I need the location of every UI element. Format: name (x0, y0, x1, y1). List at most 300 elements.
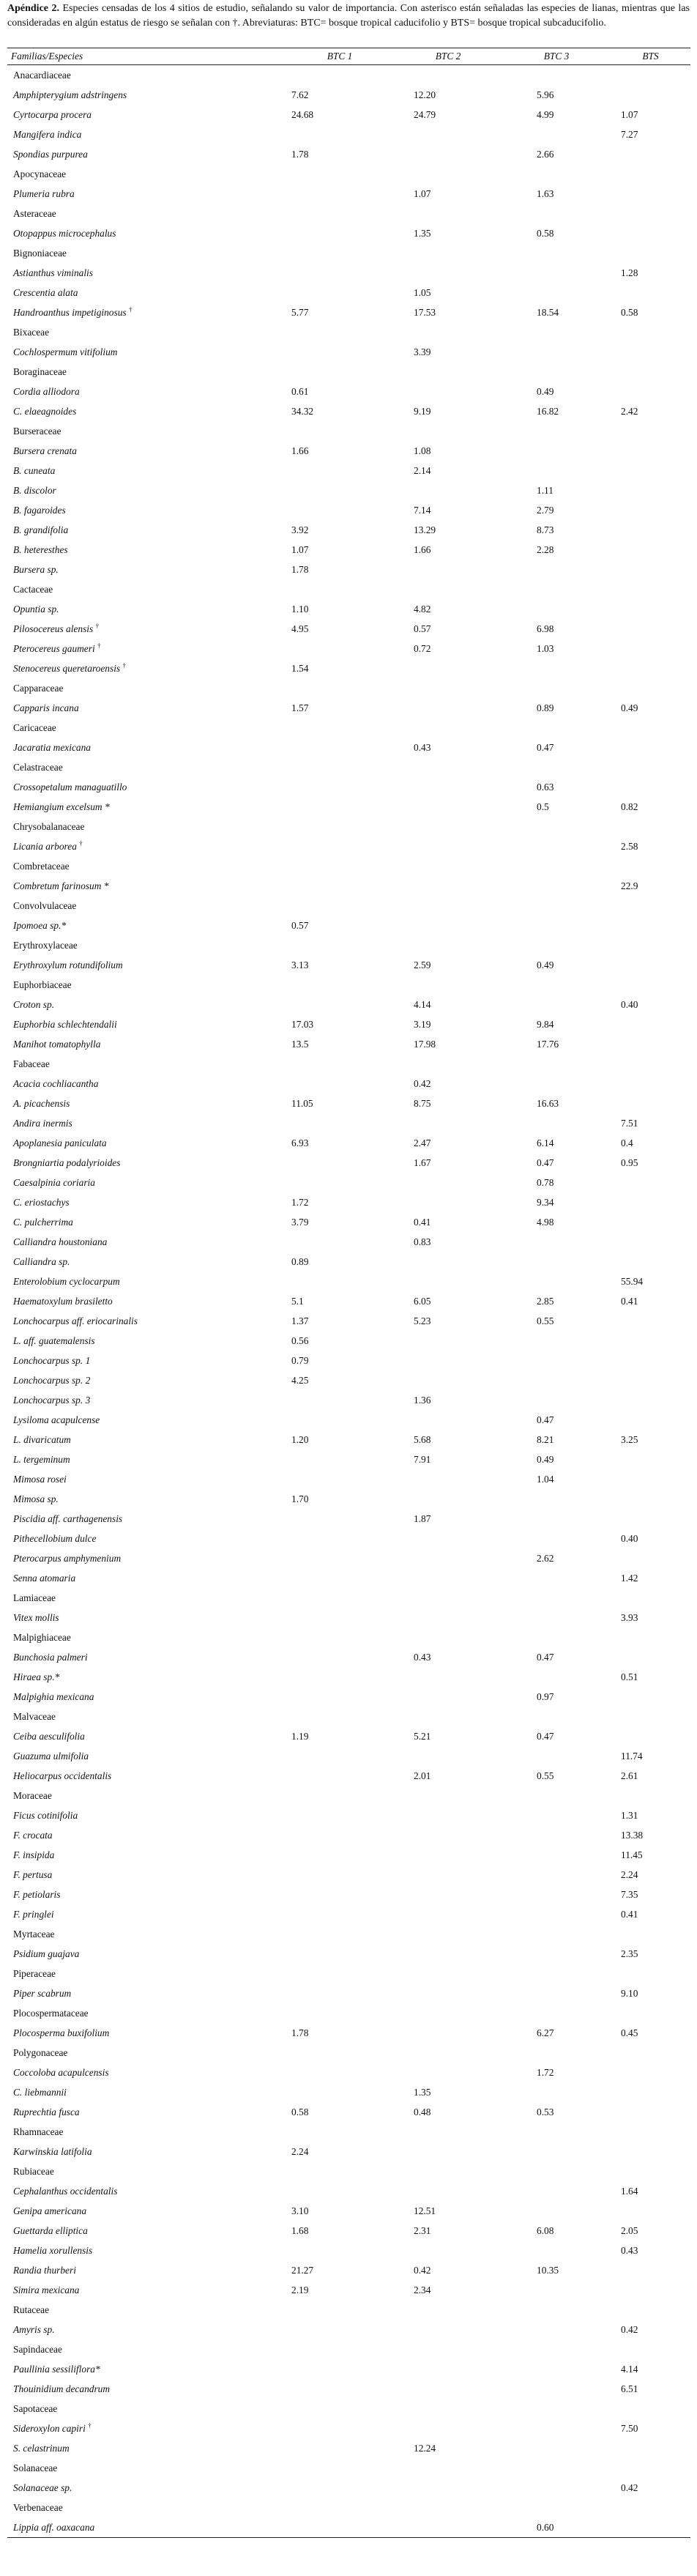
name-text: Manihot tomatophylla (13, 1039, 101, 1050)
value-btc3: 4.98 (537, 1217, 554, 1228)
value-btc2 (394, 1746, 502, 1766)
value-btc2 (394, 164, 502, 184)
species-name (7, 1370, 286, 1390)
name-text: Anacardiaceae (13, 70, 71, 81)
value-btc2 (394, 975, 502, 995)
value-btc2: 7.91 (414, 1454, 431, 1465)
value-btc2: 2.47 (414, 1137, 431, 1148)
species-row (7, 2478, 690, 2498)
family-row (7, 1924, 690, 1944)
name-text: Calliandra houstoniana (13, 1236, 108, 1247)
name-text: Euphorbia schlechtendalii (13, 1019, 117, 1030)
value-btc1: 11.05 (291, 1098, 313, 1109)
value-btc2 (394, 480, 502, 500)
species-name (7, 2260, 286, 2280)
name-text: Plocosperma buxifolium (13, 2027, 110, 2038)
species-name (7, 1153, 286, 1173)
name-text: Ficus cotinifolia (13, 1810, 78, 1821)
value-btc3 (502, 1331, 611, 1351)
value-btc1 (286, 1667, 394, 1687)
value-bts (611, 560, 690, 579)
species-name (7, 619, 286, 639)
value-btc1 (286, 263, 394, 283)
value-bts (611, 2102, 690, 2122)
species-name (7, 1272, 286, 1291)
name-text: Piper scabrum (13, 1988, 72, 1999)
species-name (7, 1173, 286, 1192)
value-btc3 (502, 579, 611, 599)
name-text: Spondias purpurea (13, 149, 88, 160)
species-name (7, 1469, 286, 1489)
family-row (7, 1786, 690, 1805)
name-text: Combretaceae (13, 861, 70, 872)
value-btc1 (286, 1054, 394, 1074)
value-btc1 (286, 2517, 394, 2538)
family-row (7, 1588, 690, 1608)
name-text: Amphipterygium adstringens (13, 89, 127, 100)
value-bts: 0.43 (621, 2245, 638, 2256)
value-btc2 (394, 579, 502, 599)
value-bts (611, 2300, 690, 2320)
value-btc2: 6.05 (414, 1296, 431, 1307)
value-btc3: 0.78 (537, 1177, 554, 1188)
value-btc1: 1.68 (291, 2225, 309, 2236)
species-name (7, 2241, 286, 2260)
value-bts (611, 599, 690, 619)
species-row (7, 2102, 690, 2122)
value-btc3: 8.21 (537, 1434, 554, 1445)
name-text: Celastraceae (13, 762, 63, 773)
value-btc1 (286, 1588, 394, 1608)
value-btc2 (394, 1964, 502, 1983)
species-row (7, 480, 690, 500)
value-btc2: 17.98 (414, 1039, 436, 1050)
family-row (7, 1707, 690, 1726)
species-name (7, 1568, 286, 1588)
species-row (7, 283, 690, 302)
family-name (7, 579, 286, 599)
value-btc2: 2.34 (414, 2284, 431, 2295)
species-row (7, 1311, 690, 1331)
species-name (7, 639, 286, 658)
species-name (7, 342, 286, 362)
species-name (7, 480, 286, 500)
name-text: Rutaceae (13, 2304, 50, 2315)
value-bts: 2.24 (621, 1869, 638, 1880)
value-btc1: 1.78 (291, 149, 309, 160)
species-name (7, 461, 286, 480)
value-btc2 (394, 1192, 502, 1212)
name-text: Licania arborea (13, 841, 77, 852)
value-btc3 (502, 876, 611, 896)
value-btc1: 13.5 (291, 1039, 309, 1050)
name-text: Sapotaceae (13, 2403, 58, 2414)
name-text: Lonchocarpus aff. eriocarinalis (13, 1315, 138, 1326)
value-bts: 9.10 (621, 1988, 638, 1999)
species-row (7, 599, 690, 619)
value-bts (611, 1212, 690, 1232)
value-bts (611, 65, 690, 86)
value-btc2 (394, 1252, 502, 1272)
value-btc2: 1.66 (414, 544, 431, 555)
species-name (7, 263, 286, 283)
value-bts (611, 658, 690, 678)
risk-status-mark: † (97, 642, 101, 650)
value-btc2 (394, 1825, 502, 1845)
value-btc3 (502, 1944, 611, 1964)
value-btc2: 5.68 (414, 1434, 431, 1445)
value-btc1: 0.56 (291, 1335, 309, 1346)
species-row (7, 1390, 690, 1410)
family-name (7, 1054, 286, 1074)
name-text: Guettarda elliptica (13, 2225, 88, 2236)
header-btc3: BTC 3 (502, 48, 611, 65)
name-text: F. crocata (13, 1830, 53, 1841)
value-bts (611, 362, 690, 382)
value-btc3 (502, 2082, 611, 2102)
species-row (7, 1608, 690, 1627)
value-btc3: 16.82 (537, 406, 559, 417)
name-text: Pterocereus gaumeri (13, 643, 95, 654)
value-btc3: 2.79 (537, 505, 554, 516)
value-btc2 (394, 1904, 502, 1924)
value-btc1 (286, 1647, 394, 1667)
species-row (7, 2260, 690, 2280)
value-bts: 3.25 (621, 1434, 638, 1445)
value-btc1: 24.68 (291, 109, 314, 120)
species-row (7, 1766, 690, 1786)
family-row (7, 204, 690, 223)
value-btc3 (502, 2201, 611, 2221)
value-btc1 (286, 1805, 394, 1825)
name-text: Bursera crenata (13, 445, 77, 456)
value-bts (611, 1074, 690, 1094)
name-text: Haematoxylum brasiletto (13, 1296, 113, 1307)
value-btc2 (394, 65, 502, 86)
species-name (7, 382, 286, 401)
value-btc2 (394, 204, 502, 223)
species-name (7, 2320, 286, 2339)
value-bts (611, 2339, 690, 2359)
value-btc2 (394, 757, 502, 777)
species-row (7, 540, 690, 560)
value-btc2 (394, 382, 502, 401)
family-row (7, 817, 690, 836)
value-btc2 (394, 2023, 502, 2043)
family-row (7, 2122, 690, 2142)
name-text: Pilosocereus alensis (13, 623, 94, 634)
value-btc1 (286, 1924, 394, 1944)
name-text: Stenocereus queretaroensis (13, 663, 121, 674)
species-name (7, 1529, 286, 1548)
value-btc1 (286, 1450, 394, 1469)
value-btc3 (502, 125, 611, 144)
value-btc3 (502, 1272, 611, 1291)
value-btc2 (394, 1410, 502, 1430)
value-bts (611, 1014, 690, 1034)
species-name (7, 1034, 286, 1054)
species-name (7, 2517, 286, 2538)
name-text: Paullinia sessiliflora* (13, 2364, 100, 2375)
value-btc2 (394, 2161, 502, 2181)
value-btc3 (502, 164, 611, 184)
species-name (7, 85, 286, 105)
name-text: Lippia aff. oaxacana (13, 2522, 95, 2533)
value-btc2 (394, 1885, 502, 1904)
value-btc2: 2.31 (414, 2225, 431, 2236)
species-name (7, 1133, 286, 1153)
name-text: Malpighia mexicana (13, 1691, 94, 1702)
family-name (7, 757, 286, 777)
value-btc3: 2.28 (537, 544, 554, 555)
value-btc3 (502, 204, 611, 223)
species-name (7, 1074, 286, 1094)
species-row (7, 500, 690, 520)
value-btc3: 1.03 (537, 643, 554, 654)
value-btc1 (286, 797, 394, 817)
value-btc3: 0.97 (537, 1691, 554, 1702)
value-bts (611, 2517, 690, 2538)
species-name (7, 2181, 286, 2201)
value-btc2 (394, 125, 502, 144)
value-btc2: 1.35 (414, 228, 431, 239)
species-row (7, 1825, 690, 1845)
family-name (7, 1707, 286, 1726)
value-btc3 (502, 322, 611, 342)
name-text: Ipomoea sp.* (13, 920, 67, 931)
value-btc3: 0.63 (537, 782, 554, 793)
value-bts (611, 480, 690, 500)
value-btc1: 2.24 (291, 2146, 309, 2157)
header-bts: BTS (611, 48, 690, 65)
species-name (7, 1647, 286, 1667)
value-btc3 (502, 2498, 611, 2517)
value-bts (611, 184, 690, 204)
species-row (7, 2359, 690, 2379)
name-text: Opuntia sp. (13, 604, 59, 615)
value-btc2: 1.35 (414, 2087, 431, 2098)
species-row (7, 382, 690, 401)
species-row (7, 1489, 690, 1509)
species-row (7, 1094, 690, 1113)
family-row (7, 935, 690, 955)
value-btc1 (286, 2359, 394, 2379)
species-row (7, 1014, 690, 1034)
value-bts (611, 2458, 690, 2478)
value-btc3: 6.14 (537, 1137, 554, 1148)
family-row (7, 2043, 690, 2063)
family-name (7, 678, 286, 698)
family-row (7, 243, 690, 263)
value-btc3 (502, 2161, 611, 2181)
species-row (7, 698, 690, 718)
value-btc3: 9.34 (537, 1197, 554, 1208)
species-row (7, 995, 690, 1014)
value-btc3 (502, 263, 611, 283)
value-btc3: 0.47 (537, 742, 554, 753)
value-bts: 6.51 (621, 2383, 638, 2394)
value-bts (611, 2399, 690, 2419)
value-bts (611, 2003, 690, 2023)
species-row (7, 1272, 690, 1291)
name-text: Combretum farinosum * (13, 880, 109, 891)
name-text: Pterocarpus amphymenium (13, 1553, 122, 1564)
value-btc3 (502, 856, 611, 876)
species-row (7, 302, 690, 322)
species-name (7, 2063, 286, 2082)
value-bts (611, 1627, 690, 1647)
name-text: Erythroxylaceae (13, 940, 78, 951)
family-name (7, 817, 286, 836)
name-text: Ceiba aesculifolia (13, 1731, 85, 1742)
family-name (7, 243, 286, 263)
value-bts (611, 204, 690, 223)
value-btc2 (394, 2300, 502, 2320)
name-text: Cochlospermum vitifolium (13, 346, 118, 357)
value-btc1 (286, 1469, 394, 1489)
species-name (7, 1726, 286, 1746)
species-name (7, 797, 286, 817)
value-btc1 (286, 777, 394, 797)
name-text: Solanaceae sp. (13, 2482, 72, 2493)
value-bts (611, 678, 690, 698)
species-name (7, 2023, 286, 2043)
family-row (7, 421, 690, 441)
name-text: F. insipida (13, 1849, 55, 1860)
species-row (7, 401, 690, 421)
value-btc3: 17.76 (537, 1039, 559, 1050)
risk-status-mark: † (79, 839, 83, 847)
value-bts (611, 461, 690, 480)
family-name (7, 164, 286, 184)
species-name (7, 1766, 286, 1786)
value-bts (611, 2063, 690, 2082)
value-btc1 (286, 164, 394, 184)
value-btc1 (286, 223, 394, 243)
value-bts: 0.49 (621, 702, 638, 713)
value-bts (611, 2438, 690, 2458)
value-bts: 1.28 (621, 267, 638, 278)
value-bts (611, 1786, 690, 1805)
species-row (7, 658, 690, 678)
family-row (7, 2300, 690, 2320)
value-btc3: 0.53 (537, 2107, 554, 2117)
name-text: Handroanthus impetiginosus (13, 307, 127, 318)
species-row (7, 1291, 690, 1311)
value-btc3: 1.72 (537, 2067, 554, 2078)
name-text: Crossopetalum managuatillo (13, 782, 127, 793)
value-btc1: 17.03 (291, 1019, 314, 1030)
value-bts (611, 1548, 690, 1568)
name-text: Karwinskia latifolia (13, 2146, 92, 2157)
family-row (7, 2458, 690, 2478)
value-bts (611, 144, 690, 164)
value-bts: 4.14 (621, 2364, 638, 2375)
species-name (7, 560, 286, 579)
species-name (7, 1113, 286, 1133)
name-text: Brongniartia podalyrioides (13, 1157, 121, 1168)
name-text: Croton sp. (13, 999, 55, 1010)
value-btc1: 0.58 (291, 2107, 309, 2117)
species-name (7, 2280, 286, 2300)
name-text: Hamelia xorullensis (13, 2245, 93, 2256)
value-btc1 (286, 1568, 394, 1588)
species-row (7, 1904, 690, 1924)
value-btc1 (286, 1232, 394, 1252)
value-btc2: 2.59 (414, 959, 431, 970)
value-btc1 (286, 1608, 394, 1627)
value-bts: 11.45 (621, 1849, 643, 1860)
value-bts (611, 1370, 690, 1390)
value-btc2: 4.82 (414, 604, 431, 615)
value-bts (611, 2280, 690, 2300)
family-row (7, 65, 690, 86)
species-name (7, 1291, 286, 1311)
value-btc2 (394, 1627, 502, 1647)
value-btc2 (394, 2458, 502, 2478)
value-btc2: 1.67 (414, 1157, 431, 1168)
value-bts: 0.42 (621, 2482, 638, 2493)
family-name (7, 856, 286, 876)
family-name (7, 896, 286, 916)
value-bts (611, 955, 690, 975)
value-btc3 (502, 2003, 611, 2023)
value-bts: 11.74 (621, 1751, 643, 1762)
value-btc1 (286, 1548, 394, 1568)
value-bts: 0.95 (621, 1157, 638, 1168)
name-text: Pithecellobium dulce (13, 1533, 97, 1544)
species-row (7, 1805, 690, 1825)
value-btc2: 8.75 (414, 1098, 431, 1109)
value-btc1 (286, 362, 394, 382)
value-btc2 (394, 362, 502, 382)
value-btc2 (394, 560, 502, 579)
value-btc3: 0.55 (537, 1770, 554, 1781)
name-text: Coccoloba acapulcensis (13, 2067, 109, 2078)
value-btc1 (286, 1509, 394, 1529)
value-btc3: 2.62 (537, 1553, 554, 1564)
value-btc3: 4.99 (537, 109, 554, 120)
value-btc3 (502, 995, 611, 1014)
value-btc1 (286, 1627, 394, 1647)
value-btc2 (394, 1351, 502, 1370)
species-name (7, 1430, 286, 1450)
value-btc3: 0.49 (537, 959, 554, 970)
family-name (7, 718, 286, 738)
name-text: B. grandifolia (13, 524, 69, 535)
family-row (7, 579, 690, 599)
value-btc3 (502, 1885, 611, 1904)
value-btc1 (286, 125, 394, 144)
species-row (7, 560, 690, 579)
value-btc2 (394, 1568, 502, 1588)
value-btc3 (502, 2359, 611, 2379)
value-btc1 (286, 1529, 394, 1548)
value-btc3 (502, 678, 611, 698)
value-btc3 (502, 1074, 611, 1094)
family-name (7, 1588, 286, 1608)
name-text: C. eriostachys (13, 1197, 70, 1208)
value-btc1 (286, 2300, 394, 2320)
value-bts: 0.82 (621, 801, 638, 812)
value-btc2 (394, 658, 502, 678)
value-btc3 (502, 2458, 611, 2478)
value-bts (611, 342, 690, 362)
value-btc1 (286, 2320, 394, 2339)
species-row (7, 955, 690, 975)
table-body (7, 65, 690, 2538)
species-row (7, 2221, 690, 2241)
